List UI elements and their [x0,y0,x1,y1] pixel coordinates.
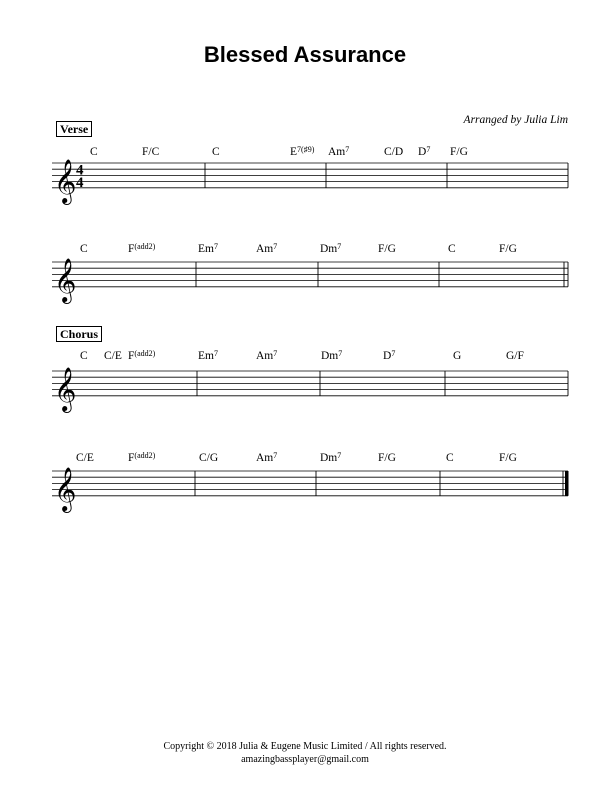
chord-root: Dm [320,243,338,255]
footer-email: amazingbassplayer@gmail.com [241,754,369,765]
chord-extension: 7 [213,349,218,358]
time-signature-top: 4 [76,162,84,179]
chord-root: C/E [104,350,122,362]
chord-extension: 7(♯9) [297,145,315,154]
treble-clef-icon: 𝄞 [54,466,77,511]
page-title: Blessed Assurance [203,42,407,67]
chord-root: G [453,350,462,362]
chord-root: E [290,146,298,158]
chord-extension: 7 [337,451,342,460]
chord-root: C [80,350,88,362]
arranger-credit: Arranged by Julia Lim [463,114,568,126]
final-bar-thick [565,471,569,496]
chord-root: F [128,452,135,464]
treble-clef-icon: 𝄞 [54,257,77,302]
chord-root: F/C [142,146,160,158]
chord-extension: 7 [273,451,278,460]
chord-root: C [90,146,98,158]
footer-copyright: Copyright © 2018 Julia & Eugene Music Limited / All rights reserved. [163,741,447,752]
chord-root: F [128,350,135,362]
chord-extension: 7 [273,242,278,251]
treble-clef-icon: 𝄞 [54,366,77,411]
chord-root: Am [328,146,346,158]
chord-root: C [448,243,456,255]
treble-clef-icon: 𝄞 [54,158,77,203]
chord-root: Em [198,243,214,255]
time-signature-bottom: 4 [76,174,84,191]
chord-root: C [80,243,88,255]
chord-extension: 7 [345,145,350,154]
chord-root: Am [256,243,274,255]
section-label-verse: Verse [56,121,92,137]
chord-root: C [446,452,454,464]
chord-root: Dm [320,452,338,464]
chord-root: D [383,350,392,362]
chord-extension: 7 [337,242,342,251]
chord-root: F/G [499,243,517,255]
chord-root: Dm [321,350,339,362]
chord-extension: (add2) [134,349,156,358]
chord-extension: 7 [426,145,431,154]
chord-root: C/D [384,146,404,158]
chord-root: C/E [76,452,94,464]
chord-extension: (add2) [134,451,156,460]
chord-root: F/G [499,452,517,464]
chord-extension: 7 [273,349,278,358]
chord-extension: (add2) [134,242,156,251]
section-label-chorus: Chorus [56,326,102,342]
chord-extension: 7 [338,349,343,358]
chord-root: F/G [378,243,396,255]
chord-root: D [418,146,427,158]
chord-root: F [128,243,135,255]
chord-root: Em [198,350,214,362]
chord-root: C [212,146,220,158]
chord-root: Am [256,452,274,464]
chord-root: C/G [199,452,219,464]
chord-root: F/G [450,146,468,158]
chord-root: Am [256,350,274,362]
chord-root: G/F [506,350,524,362]
chord-extension: 7 [213,242,218,251]
chord-root: F/G [378,452,396,464]
chord-extension: 7 [391,349,396,358]
